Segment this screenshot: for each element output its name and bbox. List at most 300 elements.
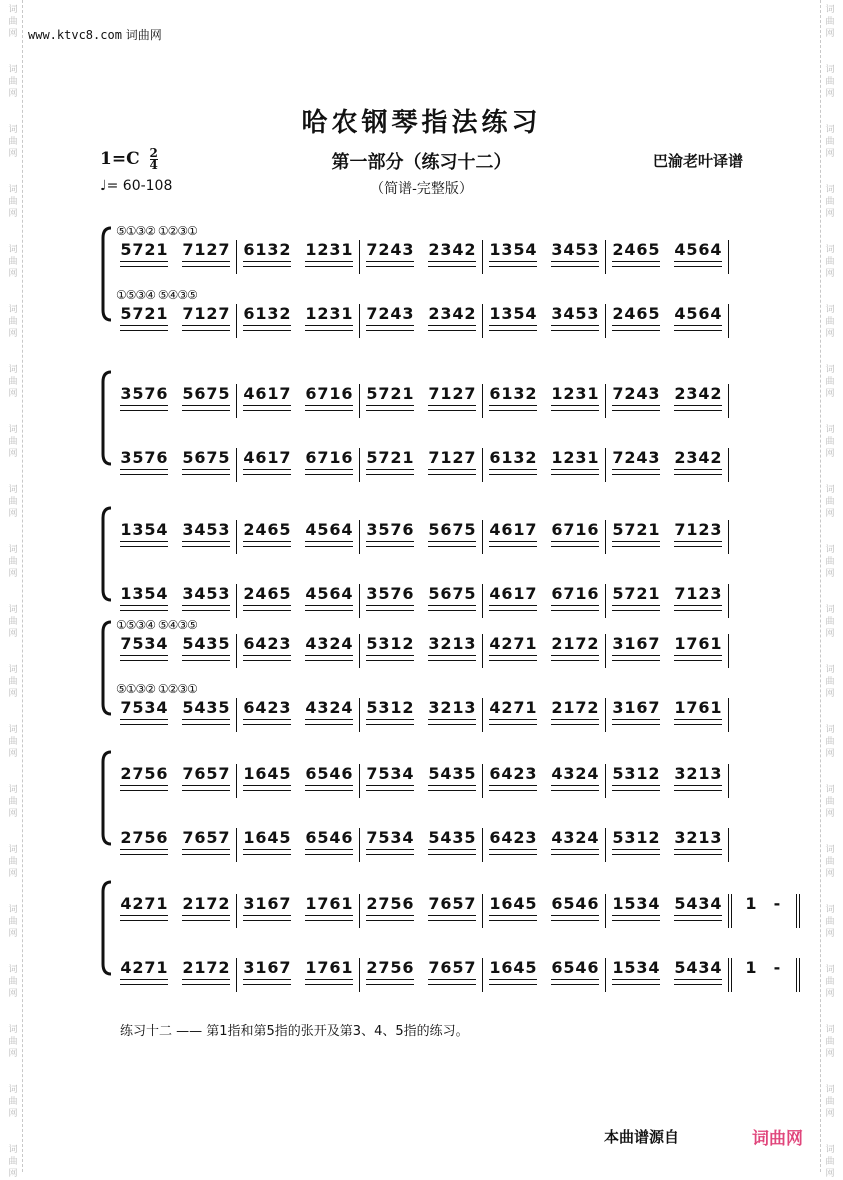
note: 1 — [648, 584, 660, 603]
measure — [483, 894, 606, 928]
note-group — [243, 240, 291, 260]
note: 3 — [267, 240, 279, 259]
note: 7 — [686, 634, 698, 653]
beam-underline — [120, 849, 168, 855]
note: 2 — [674, 448, 686, 467]
note: 5 — [525, 958, 537, 977]
note: 6 — [698, 240, 710, 259]
note: 6 — [267, 520, 279, 539]
note: 6 — [551, 520, 563, 539]
measure — [606, 584, 729, 618]
note: 5 — [144, 828, 156, 847]
note: 7 — [132, 240, 144, 259]
site-header — [28, 26, 162, 43]
note: 7 — [366, 764, 378, 783]
note: 6 — [551, 958, 563, 977]
note: 3 — [428, 698, 440, 717]
note-group — [305, 894, 353, 914]
note-group — [366, 764, 414, 784]
note: 3 — [218, 584, 230, 603]
note: 6 — [341, 384, 353, 403]
measure — [237, 520, 360, 554]
staff-lower — [114, 828, 750, 868]
note-group — [305, 828, 353, 848]
beam-underline — [182, 785, 230, 791]
note: 1 — [489, 240, 501, 259]
note-group — [182, 520, 230, 540]
watermark-text: 词 曲 网 — [8, 605, 18, 639]
note: 3 — [279, 634, 291, 653]
measure — [483, 828, 606, 862]
note: 6 — [194, 828, 206, 847]
note-group — [551, 828, 599, 848]
measure — [360, 240, 483, 274]
note: 2 — [551, 698, 563, 717]
beam-underline — [366, 325, 414, 331]
score-system — [100, 880, 781, 977]
system-brace — [100, 880, 112, 976]
note-group — [674, 958, 722, 978]
beam-underline — [182, 719, 230, 725]
beam-underline — [428, 541, 476, 547]
source-site-link[interactable]: 词曲网 — [752, 1129, 803, 1149]
note: 1 — [624, 698, 636, 717]
note: 7 — [218, 764, 230, 783]
measure — [483, 764, 606, 798]
watermark-text: 词 曲 网 — [825, 1145, 835, 1179]
note: 5 — [378, 520, 390, 539]
note-group — [182, 584, 230, 604]
note: 7 — [575, 634, 587, 653]
note: 3 — [182, 584, 194, 603]
note: 4 — [341, 634, 353, 653]
note: 5 — [132, 698, 144, 717]
note-group — [366, 448, 414, 468]
note: 3 — [710, 520, 722, 539]
beam-underline — [674, 405, 722, 411]
staff-lower — [114, 698, 750, 738]
note: 5 — [624, 894, 636, 913]
note: 1 — [255, 894, 267, 913]
staff-lower — [114, 304, 750, 344]
note: 4 — [390, 304, 402, 323]
note: 4 — [341, 584, 353, 603]
note: 1 — [636, 764, 648, 783]
note: 6 — [329, 958, 341, 977]
note: 6 — [402, 958, 414, 977]
beam-underline — [182, 541, 230, 547]
watermark-text: 词 曲 网 — [825, 65, 835, 99]
note: 1 — [329, 384, 341, 403]
note: 2 — [279, 304, 291, 323]
note-group — [120, 584, 168, 604]
measure — [606, 384, 729, 418]
note: 7 — [428, 384, 440, 403]
note: 5 — [182, 634, 194, 653]
note: 7 — [279, 448, 291, 467]
note: 3 — [120, 384, 132, 403]
beam-underline — [551, 719, 599, 725]
note: 1 — [243, 828, 255, 847]
note: 3 — [674, 828, 686, 847]
note: 2 — [624, 384, 636, 403]
watermark-text: 词 曲 网 — [8, 1085, 18, 1119]
note-group — [305, 634, 353, 654]
beam-underline — [489, 785, 537, 791]
note: 5 — [366, 634, 378, 653]
note: 7 — [144, 958, 156, 977]
note: 7 — [317, 448, 329, 467]
note: 5 — [575, 304, 587, 323]
watermark-text: 词 曲 网 — [825, 1085, 835, 1119]
watermark-text: 词 曲 网 — [8, 1145, 18, 1179]
beam-underline — [305, 405, 353, 411]
note: 1 — [513, 584, 525, 603]
note: 6 — [698, 634, 710, 653]
note: 7 — [452, 584, 464, 603]
note: 5 — [279, 520, 291, 539]
note-group — [120, 448, 168, 468]
note-group — [428, 634, 476, 654]
note: 6 — [305, 764, 317, 783]
beam-underline — [305, 261, 353, 267]
note-group — [551, 958, 599, 978]
note: 3 — [648, 384, 660, 403]
note-group — [428, 240, 476, 260]
note: 5 — [563, 958, 575, 977]
note: 7 — [390, 584, 402, 603]
site-url[interactable]: www.ktvc8.com — [28, 28, 122, 42]
note: 2 — [182, 958, 194, 977]
note: 1 — [587, 384, 599, 403]
note: 3 — [674, 764, 686, 783]
note: 1 — [698, 764, 710, 783]
beam-underline — [551, 979, 599, 985]
note-group — [366, 894, 414, 914]
beam-underline — [366, 719, 414, 725]
note: 1 — [255, 958, 267, 977]
beam-underline — [612, 541, 660, 547]
system-brace — [100, 226, 112, 322]
note-group — [612, 304, 660, 324]
note-group — [243, 634, 291, 654]
note: 7 — [686, 698, 698, 717]
note-group — [489, 698, 537, 718]
measure — [360, 894, 483, 928]
measure — [606, 894, 732, 928]
fingering-upper: ⑤①③② ①②③① — [116, 224, 197, 238]
note: 3 — [686, 448, 698, 467]
beam-underline — [366, 469, 414, 475]
beam-underline — [551, 405, 599, 411]
note: 3 — [390, 828, 402, 847]
note: 2 — [243, 584, 255, 603]
measure — [360, 384, 483, 418]
note: 7 — [279, 894, 291, 913]
note: 2 — [182, 894, 194, 913]
site-name[interactable]: 词曲网 — [125, 28, 162, 42]
note-group — [305, 520, 353, 540]
note-group — [428, 584, 476, 604]
note: 7 — [279, 958, 291, 977]
note: 4 — [440, 828, 452, 847]
note-group — [428, 698, 476, 718]
note: 7 — [182, 764, 194, 783]
note-group — [243, 304, 291, 324]
note: 1 — [612, 958, 624, 977]
beam-underline — [612, 915, 660, 921]
note: 6 — [267, 584, 279, 603]
beam-underline — [674, 915, 722, 921]
note-group — [366, 634, 414, 654]
beam-underline — [674, 785, 722, 791]
note-group — [612, 698, 660, 718]
note: 7 — [525, 520, 537, 539]
note: 1 — [255, 240, 267, 259]
note: 2 — [440, 698, 452, 717]
note: 6 — [402, 520, 414, 539]
note: 1 — [305, 304, 317, 323]
note: 4 — [489, 698, 501, 717]
note: 4 — [402, 764, 414, 783]
note: 3 — [575, 384, 587, 403]
note-group — [551, 634, 599, 654]
note: 3 — [428, 634, 440, 653]
note: 3 — [636, 958, 648, 977]
note: 1 — [674, 634, 686, 653]
note: 2 — [551, 634, 563, 653]
note: 2 — [587, 634, 599, 653]
note: 4 — [636, 448, 648, 467]
note: 4 — [267, 764, 279, 783]
note: 2 — [218, 958, 230, 977]
note-group — [243, 448, 291, 468]
measure — [114, 958, 237, 992]
note-group — [305, 384, 353, 404]
note: 3 — [624, 828, 636, 847]
note: 4 — [255, 584, 267, 603]
beam-underline — [182, 605, 230, 611]
note: 5 — [317, 764, 329, 783]
note: 4 — [674, 304, 686, 323]
beam-underline — [428, 719, 476, 725]
note: 1 — [267, 448, 279, 467]
note: 5 — [513, 240, 525, 259]
beam-underline — [428, 849, 476, 855]
measure — [114, 584, 237, 618]
note: 5 — [464, 584, 476, 603]
note: 5 — [144, 764, 156, 783]
note: 3 — [563, 828, 575, 847]
note: 5 — [206, 520, 218, 539]
note: 6 — [267, 894, 279, 913]
beam-underline — [428, 915, 476, 921]
note: 4 — [305, 584, 317, 603]
note: 1 — [648, 520, 660, 539]
beam-underline — [305, 605, 353, 611]
note: 1 — [489, 894, 501, 913]
beam-underline — [551, 605, 599, 611]
measure — [237, 240, 360, 274]
beam-underline — [612, 655, 660, 661]
note: 5 — [390, 958, 402, 977]
note: 2 — [390, 448, 402, 467]
beam-underline — [489, 261, 537, 267]
note: 1 — [120, 520, 132, 539]
note-group — [551, 240, 599, 260]
note: 6 — [489, 764, 501, 783]
note: 7 — [428, 958, 440, 977]
note: 5 — [120, 240, 132, 259]
note-group — [182, 448, 230, 468]
note: 5 — [428, 584, 440, 603]
note-group — [674, 828, 722, 848]
beam-underline — [366, 785, 414, 791]
staff-upper — [114, 384, 750, 424]
beam-underline — [674, 469, 722, 475]
note: 7 — [182, 304, 194, 323]
note: 7 — [612, 448, 624, 467]
note: 5 — [144, 584, 156, 603]
note: 7 — [218, 304, 230, 323]
note: 5 — [279, 764, 291, 783]
note: 7 — [218, 240, 230, 259]
note: 3 — [686, 384, 698, 403]
right-watermark-strip — [820, 0, 839, 1179]
beam-underline — [366, 979, 414, 985]
note: 2 — [698, 520, 710, 539]
beam-underline — [489, 979, 537, 985]
note: 6 — [501, 958, 513, 977]
note: 2 — [501, 698, 513, 717]
note-group — [612, 384, 660, 404]
beam-underline — [489, 541, 537, 547]
note: 7 — [624, 520, 636, 539]
note: 3 — [710, 764, 722, 783]
note: 4 — [194, 520, 206, 539]
note: 2 — [206, 240, 218, 259]
note-group — [120, 384, 168, 404]
note: 4 — [686, 958, 698, 977]
note: 5 — [525, 894, 537, 913]
note: 5 — [218, 634, 230, 653]
note-group — [612, 634, 660, 654]
note: 1 — [255, 304, 267, 323]
note: 3 — [390, 764, 402, 783]
note: 7 — [132, 304, 144, 323]
note-group — [182, 828, 230, 848]
note: 1 — [120, 584, 132, 603]
note: 3 — [206, 634, 218, 653]
beam-underline — [120, 785, 168, 791]
note: 2 — [366, 894, 378, 913]
note: 1 — [194, 304, 206, 323]
note-group — [366, 384, 414, 404]
note: 6 — [305, 828, 317, 847]
beam-underline — [120, 605, 168, 611]
note: 4 — [255, 698, 267, 717]
beam-underline — [243, 405, 291, 411]
note: 5 — [182, 448, 194, 467]
measure — [360, 958, 483, 992]
note-group — [674, 584, 722, 604]
beam-underline — [612, 405, 660, 411]
note: 5 — [182, 698, 194, 717]
note: 7 — [464, 894, 476, 913]
beam-underline — [551, 655, 599, 661]
note: 1 — [624, 634, 636, 653]
note: 2 — [206, 304, 218, 323]
note-group — [612, 894, 660, 914]
beam-underline — [674, 325, 722, 331]
note: 1 — [489, 304, 501, 323]
note: 1 — [267, 384, 279, 403]
note-group — [366, 520, 414, 540]
note: 2 — [378, 240, 390, 259]
note: 4 — [194, 634, 206, 653]
note-group — [428, 894, 476, 914]
staff-upper — [114, 520, 750, 560]
note: 7 — [648, 698, 660, 717]
note: 6 — [636, 634, 648, 653]
note: 4 — [156, 698, 168, 717]
beam-underline — [612, 719, 660, 725]
note: 3 — [132, 520, 144, 539]
note-group — [305, 698, 353, 718]
note: 5 — [317, 520, 329, 539]
note: 7 — [648, 634, 660, 653]
beam-underline — [674, 849, 722, 855]
note: 7 — [366, 240, 378, 259]
beam-underline — [489, 719, 537, 725]
note: 6 — [440, 958, 452, 977]
note: 1 — [710, 634, 722, 653]
note: 2 — [575, 764, 587, 783]
note: 2 — [710, 448, 722, 467]
note: 5 — [206, 828, 218, 847]
note: 3 — [525, 764, 537, 783]
watermark-text: 词 曲 网 — [825, 845, 835, 879]
note: 7 — [464, 958, 476, 977]
note: 5 — [612, 828, 624, 847]
note: 4 — [710, 894, 722, 913]
beam-underline — [489, 915, 537, 921]
note: 2 — [648, 764, 660, 783]
beam-underline — [674, 719, 722, 725]
note: 6 — [305, 384, 317, 403]
note-group — [182, 304, 230, 324]
note: 5 — [452, 894, 464, 913]
system-brace — [100, 750, 112, 846]
watermark-text: 词 曲 网 — [8, 485, 18, 519]
note: 7 — [464, 384, 476, 403]
beam-underline — [551, 541, 599, 547]
beam-underline — [428, 325, 476, 331]
note: 1 — [390, 698, 402, 717]
note: 3 — [587, 304, 599, 323]
note-group — [366, 240, 414, 260]
note: 2 — [132, 894, 144, 913]
note: 1 — [551, 384, 563, 403]
note: 7 — [132, 828, 144, 847]
note: 6 — [587, 520, 599, 539]
note-group — [674, 384, 722, 404]
note: 4 — [156, 584, 168, 603]
note: 2 — [144, 240, 156, 259]
note: 4 — [489, 520, 501, 539]
note: 4 — [501, 764, 513, 783]
note: 2 — [329, 698, 341, 717]
